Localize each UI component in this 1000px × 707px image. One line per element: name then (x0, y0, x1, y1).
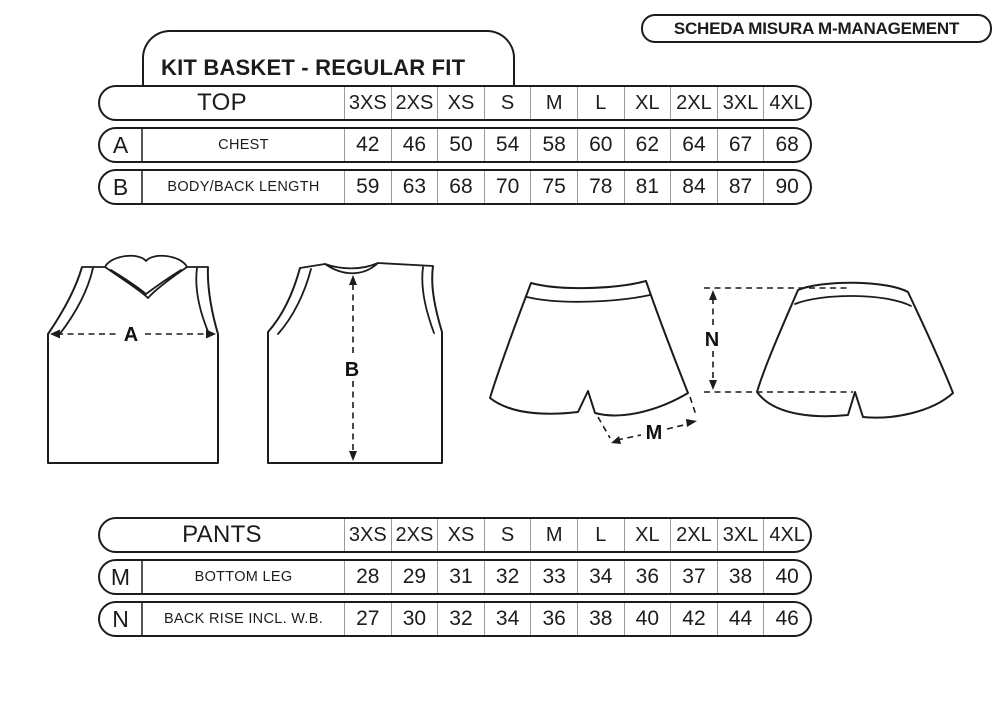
measure-value: 50 (437, 129, 484, 161)
measure-value: 31 (437, 561, 484, 593)
measure-label-n: N (704, 329, 720, 351)
kit-title-box (142, 30, 515, 88)
sheet-badge (641, 14, 992, 43)
measurement-row (98, 559, 812, 595)
measure-letter: N (100, 603, 143, 635)
measure-value: 67 (717, 129, 764, 161)
size-column-header: XS (437, 87, 484, 119)
size-column-header: 3XL (717, 519, 764, 551)
size-column-header: 4XL (763, 519, 810, 551)
garment-figures (0, 240, 1000, 485)
measure-value: 38 (577, 603, 624, 635)
shorts-back-figure (757, 283, 953, 418)
top-size-table (98, 85, 812, 211)
measure-value: 40 (763, 561, 810, 593)
measure-name: BODY/BACK LENGTH (167, 179, 320, 195)
shorts-front-figure (490, 281, 688, 415)
table-title: PANTS (182, 521, 262, 548)
measure-name: CHEST (218, 137, 269, 153)
measure-value: 87 (717, 171, 764, 203)
measure-value: 59 (344, 171, 391, 203)
measure-label-b: B (344, 359, 360, 381)
size-column-header: L (577, 519, 624, 551)
sheet-badge-label: SCHEDA MISURA M-MANAGEMENT (673, 18, 960, 38)
measure-letter: M (100, 561, 143, 593)
measure-value: 78 (577, 171, 624, 203)
measure-value: 27 (344, 603, 391, 635)
measure-value: 33 (530, 561, 577, 593)
measurement-row (98, 169, 812, 205)
measure-value: 34 (577, 561, 624, 593)
measure-value: 36 (530, 603, 577, 635)
measure-value: 60 (577, 129, 624, 161)
measure-value: 40 (624, 603, 671, 635)
measure-name: BACK RISE INCL. W.B. (163, 611, 324, 627)
measure-value: 54 (484, 129, 531, 161)
measure-value: 29 (391, 561, 438, 593)
measure-value: 68 (763, 129, 810, 161)
table-header-row (98, 517, 812, 553)
table-header-row (98, 85, 812, 121)
measure-value: 34 (484, 603, 531, 635)
measure-label-a: A (123, 324, 139, 346)
size-column-header: 2XS (391, 87, 438, 119)
measure-value: 90 (763, 171, 810, 203)
measure-value: 37 (670, 561, 717, 593)
measure-value: 58 (530, 129, 577, 161)
measure-value: 42 (670, 603, 717, 635)
measure-value: 70 (484, 171, 531, 203)
size-column-header: XL (624, 519, 671, 551)
measure-value: 38 (717, 561, 764, 593)
measure-value: 46 (391, 129, 438, 161)
measure-value: 64 (670, 129, 717, 161)
size-column-header: S (484, 519, 531, 551)
measure-value: 75 (530, 171, 577, 203)
measure-value: 84 (670, 171, 717, 203)
measure-value: 44 (717, 603, 764, 635)
size-column-header: 3XS (344, 519, 391, 551)
measure-name: BOTTOM LEG (194, 569, 293, 585)
jersey-front-figure (48, 256, 218, 463)
measure-value: 28 (344, 561, 391, 593)
measure-value: 42 (344, 129, 391, 161)
size-column-header: 2XS (391, 519, 438, 551)
measure-value: 32 (437, 603, 484, 635)
measure-value: 30 (391, 603, 438, 635)
measurement-row (98, 601, 812, 637)
measure-value: 63 (391, 171, 438, 203)
measure-label-m: M (645, 422, 663, 444)
size-column-header: L (577, 87, 624, 119)
size-column-header: XS (437, 519, 484, 551)
size-column-header: M (530, 519, 577, 551)
size-column-header: XL (624, 87, 671, 119)
measure-value: 36 (624, 561, 671, 593)
size-column-header: 3XS (344, 87, 391, 119)
measure-letter: A (100, 129, 143, 161)
measure-value: 32 (484, 561, 531, 593)
size-column-header: 2XL (670, 87, 717, 119)
pants-size-table (98, 517, 812, 643)
measure-value: 62 (624, 129, 671, 161)
measurement-row (98, 127, 812, 163)
measure-value: 68 (437, 171, 484, 203)
size-column-header: 2XL (670, 519, 717, 551)
measure-value: 81 (624, 171, 671, 203)
size-column-header: 3XL (717, 87, 764, 119)
measure-letter: B (100, 171, 143, 203)
size-column-header: M (530, 87, 577, 119)
table-title: TOP (197, 89, 247, 116)
measure-value: 46 (763, 603, 810, 635)
size-column-header: S (484, 87, 531, 119)
size-column-header: 4XL (763, 87, 810, 119)
kit-title: KIT BASKET - REGULAR FIT (161, 55, 466, 80)
